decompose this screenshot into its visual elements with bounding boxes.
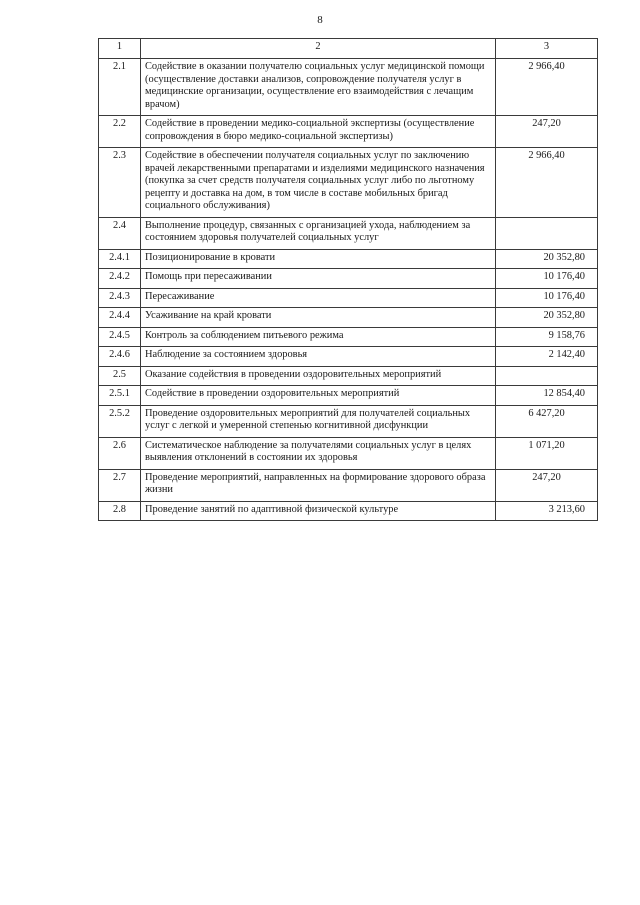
row-description: Систематическое наблюдение за получателями социальных услуг в целях выявления отклонений в состоянии их здоровья	[141, 437, 496, 469]
page-number: 8	[317, 14, 323, 26]
row-price: 10 176,40	[496, 269, 598, 289]
row-description: Контроль за соблюдением питьевого режима	[141, 327, 496, 347]
table-row	[99, 249, 598, 269]
services-table	[98, 38, 598, 521]
row-description: Наблюдение за состоянием здоровья	[141, 347, 496, 367]
table-row	[99, 148, 598, 218]
row-description: Выполнение процедур, связанных с организацией ухода, наблюдением за состоянием здоровья получателей социальных услуг	[141, 217, 496, 249]
row-number: 2.4.4	[99, 308, 141, 328]
row-price: 10 176,40	[496, 288, 598, 308]
row-description: Помощь при пересаживании	[141, 269, 496, 289]
row-price: 6 427,20	[496, 405, 598, 437]
table-row	[99, 308, 598, 328]
row-number: 2.5.2	[99, 405, 141, 437]
row-price	[496, 366, 598, 386]
table-row	[99, 366, 598, 386]
table-row	[99, 59, 598, 116]
row-price: 12 854,40	[496, 386, 598, 406]
table-header-row	[99, 39, 598, 59]
table-row	[99, 501, 598, 521]
row-description: Проведение мероприятий, направленных на формирование здорового образа жизни	[141, 469, 496, 501]
header-cell-3: 3	[496, 39, 598, 59]
row-price: 2 142,40	[496, 347, 598, 367]
row-description: Пересаживание	[141, 288, 496, 308]
table-row	[99, 217, 598, 249]
row-number: 2.4.5	[99, 327, 141, 347]
row-number: 2.4	[99, 217, 141, 249]
table-row	[99, 437, 598, 469]
row-number: 2.4.6	[99, 347, 141, 367]
table-row	[99, 386, 598, 406]
row-description: Содействие в проведении медико-социальной экспертизы (осуществление сопровождения в бюро медико-социальной экспертизы)	[141, 116, 496, 148]
table-row	[99, 405, 598, 437]
row-price: 2 966,40	[496, 59, 598, 116]
row-number: 2.8	[99, 501, 141, 521]
row-number: 2.4.2	[99, 269, 141, 289]
row-price	[496, 217, 598, 249]
row-price: 2 966,40	[496, 148, 598, 218]
row-number: 2.4.1	[99, 249, 141, 269]
row-description: Содействие в оказании получателю социальных услуг медицинской помощи (осуществление доставки анализов, сопровождение получателя услуг в медицинские организации, осуществление его взаимодействия с лечащим врачом)	[141, 59, 496, 116]
row-price: 3 213,60	[496, 501, 598, 521]
row-price: 20 352,80	[496, 308, 598, 328]
table-row	[99, 347, 598, 367]
row-description: Усаживание на край кровати	[141, 308, 496, 328]
table-row	[99, 269, 598, 289]
row-price: 20 352,80	[496, 249, 598, 269]
table-row	[99, 469, 598, 501]
row-description: Содействие в проведении оздоровительных мероприятий	[141, 386, 496, 406]
row-number: 2.5	[99, 366, 141, 386]
row-description: Содействие в обеспечении получателя социальных услуг по заключению врачей лекарственными препаратами и изделиями медицинского назначения (покупка за счет средств получателя социальных услуг либо по льготному рецепту и доставка на дом, в том числе в составе мобильных бригад социального обслуживания)	[141, 148, 496, 218]
row-price: 1 071,20	[496, 437, 598, 469]
row-price: 247,20	[496, 469, 598, 501]
row-description: Оказание содействия в проведении оздоровительных мероприятий	[141, 366, 496, 386]
row-number: 2.6	[99, 437, 141, 469]
row-number: 2.3	[99, 148, 141, 218]
row-number: 2.1	[99, 59, 141, 116]
header-cell-2: 2	[141, 39, 496, 59]
row-description: Проведение занятий по адаптивной физической культуре	[141, 501, 496, 521]
row-description: Позиционирование в кровати	[141, 249, 496, 269]
header-cell-1: 1	[99, 39, 141, 59]
table-row	[99, 288, 598, 308]
row-number: 2.2	[99, 116, 141, 148]
table-row	[99, 327, 598, 347]
row-price: 247,20	[496, 116, 598, 148]
row-price: 9 158,76	[496, 327, 598, 347]
row-number: 2.7	[99, 469, 141, 501]
row-description: Проведение оздоровительных мероприятий для получателей социальных услуг с легкой и умеренной степенью когнитивной дисфункции	[141, 405, 496, 437]
table-row	[99, 116, 598, 148]
row-number: 2.5.1	[99, 386, 141, 406]
row-number: 2.4.3	[99, 288, 141, 308]
